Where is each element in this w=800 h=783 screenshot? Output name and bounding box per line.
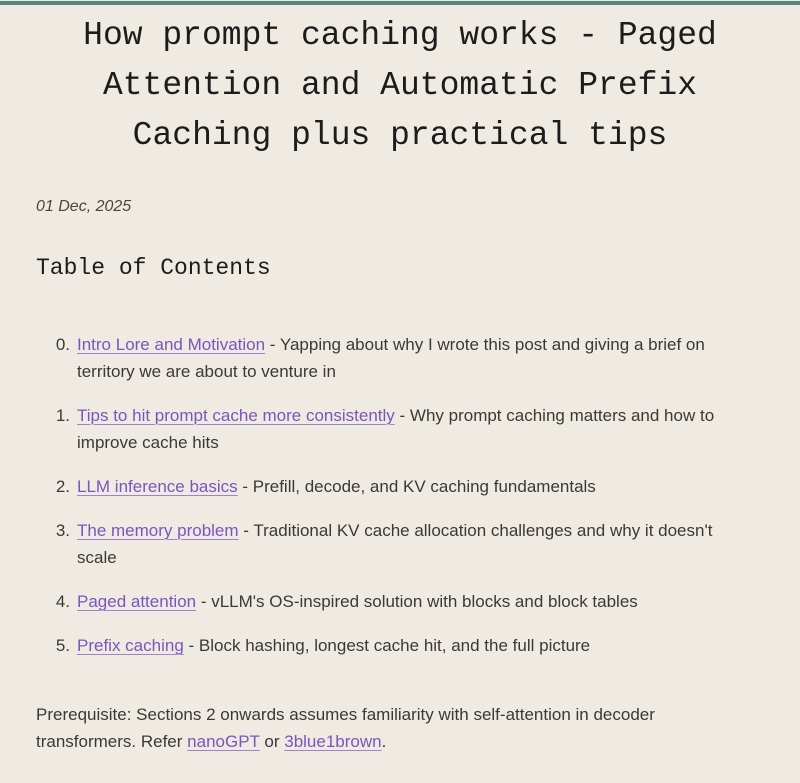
toc-link-paged-attention[interactable]: Paged attention <box>77 592 197 611</box>
prerequisite-note <box>36 701 696 755</box>
3blue1brown-link[interactable]: 3blue1brown <box>284 732 382 751</box>
toc-item-number: 0. <box>55 335 70 354</box>
toc-item-number: 1. <box>55 406 70 425</box>
toc-item-description: - vLLM's OS-inspired solution with blocks and block tables <box>200 592 638 611</box>
page-title-line-3: Caching plus practical tips <box>132 117 668 154</box>
toc-link-tips-to-hit-prompt-cache[interactable]: Tips to hit prompt cache more consistently <box>77 406 395 425</box>
nanogpt-link[interactable]: nanoGPT <box>187 732 260 751</box>
toc-link-intro-lore-and-motivation[interactable]: Intro Lore and Motivation <box>77 335 266 354</box>
toc-link-llm-inference-basics[interactable]: LLM inference basics <box>77 477 238 496</box>
toc-item-prefix-caching <box>50 632 764 659</box>
toc-item-text <box>77 331 717 385</box>
toc-item-description: - Yapping about why I wrote this post and giving a brief on territory we are about to venture in <box>77 335 705 381</box>
page-title <box>40 11 760 161</box>
article-page <box>0 11 800 755</box>
toc-item-number: 5. <box>55 636 70 655</box>
toc-item-text <box>77 402 717 456</box>
toc-item-description: - Why prompt caching matters and how to improve cache hits <box>77 406 715 452</box>
prerequisite-period: . <box>381 732 387 751</box>
toc-item-number: 3. <box>55 521 70 540</box>
toc-link-the-memory-problem[interactable]: The memory problem <box>77 521 239 540</box>
toc-item-description: - Traditional KV cache allocation challenges and why it doesn't scale <box>77 521 713 567</box>
toc-item-description: - Prefill, decode, and KV caching fundamentals <box>242 477 596 496</box>
toc-item-number: 2. <box>55 477 70 496</box>
toc-item-description: - Block hashing, longest cache hit, and the full picture <box>188 636 591 655</box>
toc-item-memory-problem <box>50 517 764 571</box>
toc-heading: Table of Contents <box>36 255 271 281</box>
toc-item-number: 4. <box>55 592 70 611</box>
toc-item-text <box>77 632 590 659</box>
post-date: 01 Dec, 2025 <box>36 198 132 215</box>
prerequisite-text: Prerequisite: Sections 2 onwards assumes familiarity with self-attention in decoder transformers. Refer <box>36 705 655 751</box>
toc-item-paged-attention <box>50 588 764 615</box>
toc-link-prefix-caching[interactable]: Prefix caching <box>77 636 184 655</box>
toc-item-text <box>77 517 717 571</box>
page-title-line-1: How prompt caching works - Paged <box>83 17 717 54</box>
toc-item-llm-inference-basics <box>50 473 764 500</box>
toc-list <box>36 331 764 659</box>
toc-item-text <box>77 473 596 500</box>
prerequisite-or-text: or <box>264 732 280 751</box>
page-title-line-2: Attention and Automatic Prefix <box>102 67 698 104</box>
top-accent-bar <box>0 1 800 5</box>
toc-item-tips <box>50 402 764 456</box>
toc-item-intro <box>50 331 764 385</box>
toc-item-text <box>77 588 638 615</box>
